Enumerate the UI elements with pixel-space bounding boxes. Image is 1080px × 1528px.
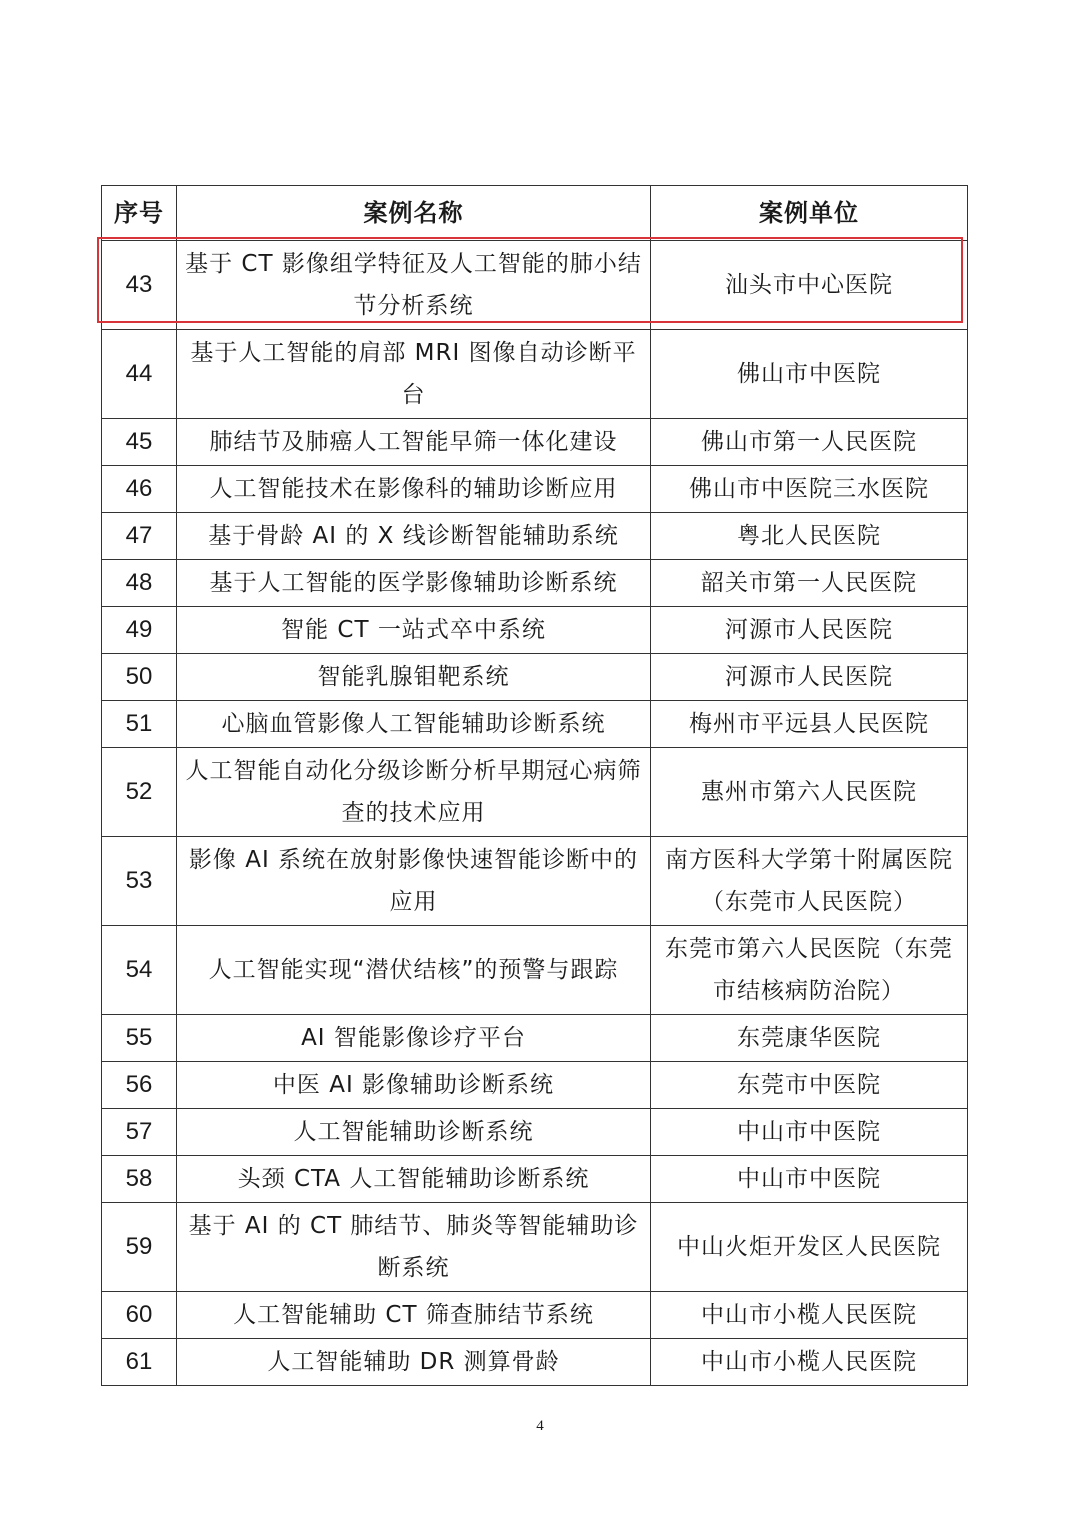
- row-number: 51: [102, 701, 177, 748]
- case-unit: 惠州市第六人民医院: [651, 748, 968, 837]
- case-name: 影像 AI 系统在放射影像快速智能诊断中的应用: [177, 837, 651, 926]
- table-row: [102, 330, 968, 419]
- case-name: 基于人工智能的肩部 MRI 图像自动诊断平台: [177, 330, 651, 419]
- table-row: [102, 701, 968, 748]
- table-header-row: [102, 186, 968, 241]
- case-unit: 梅州市平远县人民医院: [651, 701, 968, 748]
- case-unit: 中山市中医院: [651, 1156, 968, 1203]
- row-number: 54: [102, 926, 177, 1015]
- case-unit: 中山市小榄人民医院: [651, 1292, 968, 1339]
- case-name: 基于骨龄 AI 的 X 线诊断智能辅助系统: [177, 513, 651, 560]
- case-name: 基于 AI 的 CT 肺结节、肺炎等智能辅助诊断系统: [177, 1203, 651, 1292]
- table-row: [102, 607, 968, 654]
- row-number: 47: [102, 513, 177, 560]
- case-unit: 东莞市中医院: [651, 1062, 968, 1109]
- row-number: 56: [102, 1062, 177, 1109]
- row-number: 50: [102, 654, 177, 701]
- table-row: [102, 1339, 968, 1386]
- case-unit: 佛山市中医院三水医院: [651, 466, 968, 513]
- row-number: 52: [102, 748, 177, 837]
- table-row: [102, 837, 968, 926]
- case-name: 智能 CT 一站式卒中系统: [177, 607, 651, 654]
- case-unit: 东莞市第六人民医院（东莞市结核病防治院）: [651, 926, 968, 1015]
- case-unit: 韶关市第一人民医院: [651, 560, 968, 607]
- row-number: 44: [102, 330, 177, 419]
- row-number: 46: [102, 466, 177, 513]
- table-row: [102, 1015, 968, 1062]
- case-unit: 中山市小榄人民医院: [651, 1339, 968, 1386]
- case-name: 智能乳腺钼靶系统: [177, 654, 651, 701]
- row-number: 43: [102, 241, 177, 330]
- case-name: 肺结节及肺癌人工智能早筛一体化建设: [177, 419, 651, 466]
- row-number: 57: [102, 1109, 177, 1156]
- case-name: 基于 CT 影像组学特征及人工智能的肺小结节分析系统: [177, 241, 651, 330]
- table-row: [102, 1203, 968, 1292]
- case-name: 头颈 CTA 人工智能辅助诊断系统: [177, 1156, 651, 1203]
- case-name: 人工智能实现“潜伏结核”的预警与跟踪: [177, 926, 651, 1015]
- row-number: 58: [102, 1156, 177, 1203]
- table-row: [102, 419, 968, 466]
- row-number: 60: [102, 1292, 177, 1339]
- table-row: [102, 241, 968, 330]
- table-row: [102, 1156, 968, 1203]
- case-unit: 佛山市中医院: [651, 330, 968, 419]
- row-number: 45: [102, 419, 177, 466]
- case-name: 人工智能技术在影像科的辅助诊断应用: [177, 466, 651, 513]
- table-row: [102, 560, 968, 607]
- case-name: 中医 AI 影像辅助诊断系统: [177, 1062, 651, 1109]
- table-row: [102, 926, 968, 1015]
- case-unit: 中山火炬开发区人民医院: [651, 1203, 968, 1292]
- row-number: 59: [102, 1203, 177, 1292]
- case-name: 人工智能辅助 CT 筛查肺结节系统: [177, 1292, 651, 1339]
- table-row: [102, 513, 968, 560]
- case-unit: 南方医科大学第十附属医院（东莞市人民医院）: [651, 837, 968, 926]
- header-number: 序号: [102, 186, 177, 241]
- case-unit: 河源市人民医院: [651, 607, 968, 654]
- case-unit: 汕头市中心医院: [651, 241, 968, 330]
- table-row: [102, 654, 968, 701]
- row-number: 55: [102, 1015, 177, 1062]
- table-row: [102, 748, 968, 837]
- row-number: 49: [102, 607, 177, 654]
- case-unit: 东莞康华医院: [651, 1015, 968, 1062]
- table-row: [102, 1062, 968, 1109]
- table-row: [102, 466, 968, 513]
- case-unit: 河源市人民医院: [651, 654, 968, 701]
- row-number: 61: [102, 1339, 177, 1386]
- case-unit: 粤北人民医院: [651, 513, 968, 560]
- page-number: 4: [536, 1418, 544, 1434]
- header-case-unit: 案例单位: [651, 186, 968, 241]
- case-name: 人工智能自动化分级诊断分析早期冠心病筛查的技术应用: [177, 748, 651, 837]
- case-table: [101, 185, 968, 1386]
- row-number: 53: [102, 837, 177, 926]
- case-unit: 佛山市第一人民医院: [651, 419, 968, 466]
- case-name: AI 智能影像诊疗平台: [177, 1015, 651, 1062]
- table-row: [102, 1109, 968, 1156]
- header-case-name: 案例名称: [177, 186, 651, 241]
- table-row: [102, 1292, 968, 1339]
- row-number: 48: [102, 560, 177, 607]
- case-name: 人工智能辅助 DR 测算骨龄: [177, 1339, 651, 1386]
- case-unit: 中山市中医院: [651, 1109, 968, 1156]
- case-name: 人工智能辅助诊断系统: [177, 1109, 651, 1156]
- case-name: 心脑血管影像人工智能辅助诊断系统: [177, 701, 651, 748]
- case-name: 基于人工智能的医学影像辅助诊断系统: [177, 560, 651, 607]
